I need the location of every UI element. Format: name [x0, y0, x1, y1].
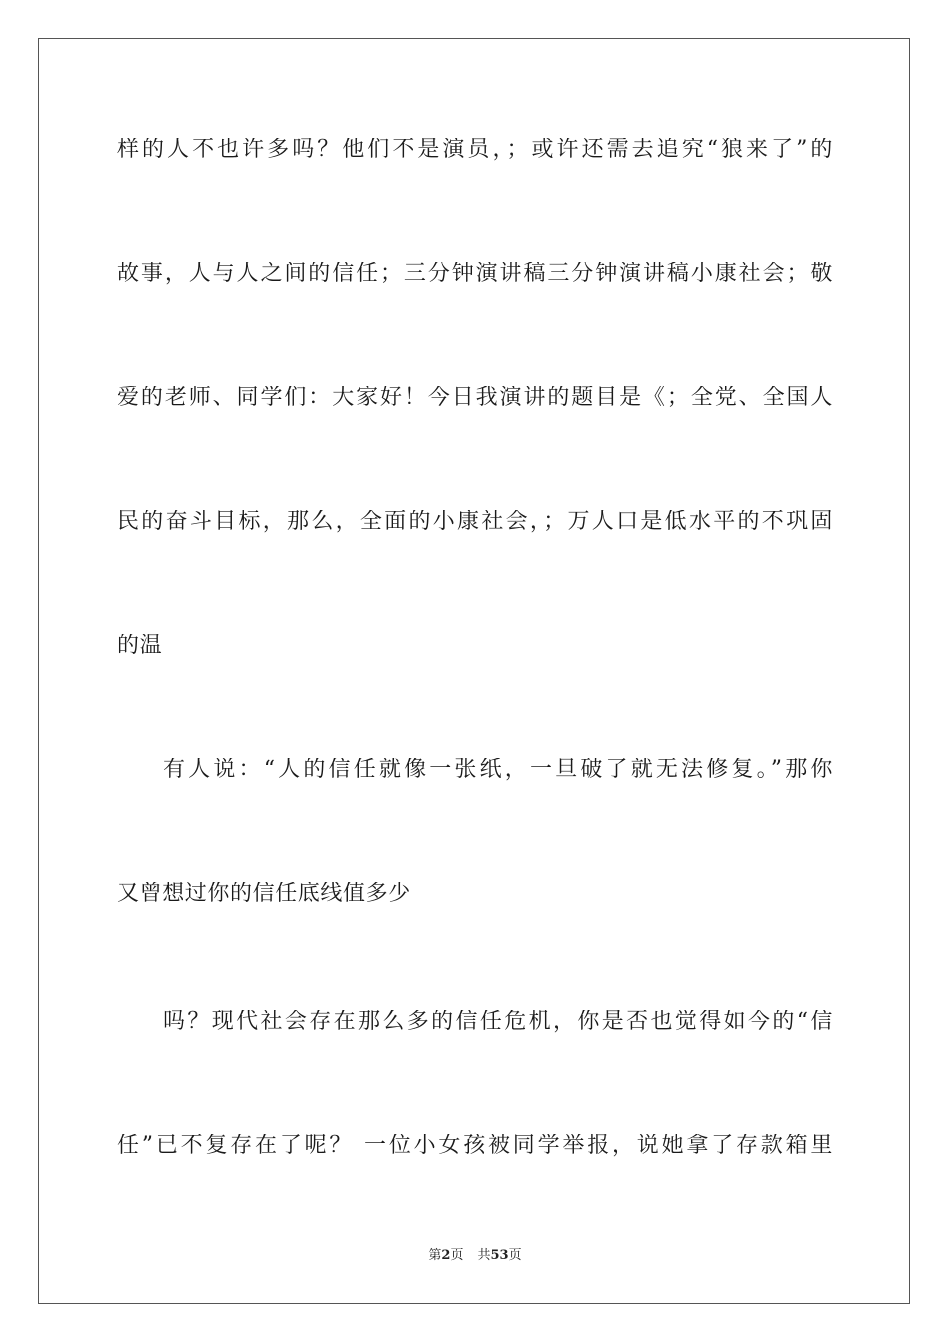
page-border [38, 38, 910, 1304]
text-line-1: 样的人不也许多吗？他们不是演员，；或许还需去追究“狼来了”的 [117, 138, 833, 162]
text-line-2: 故事，人与人之间的信任；三分钟演讲稿三分钟演讲稿小康社会；敬 [117, 262, 833, 286]
text-line-7: 又曾想过你的信任底线值多少 [117, 882, 411, 906]
text-line-5: 的温 [117, 634, 163, 658]
text-line-3: 爱的老师、同学们：大家好！今日我演讲的题目是《；全党、全国人 [117, 386, 833, 410]
text-line-6: 有人说：“人的信任就像一张纸，一旦破了就无法修复。”那你 [163, 758, 833, 782]
footer-page-prefix: 第 [428, 1248, 442, 1263]
footer-total-prefix: 共 [477, 1248, 491, 1263]
footer-total-number: 53 [490, 1248, 509, 1263]
footer-total-suffix: 页 [508, 1248, 522, 1263]
text-line-4: 民的奋斗目标，那么，全面的小康社会，；万人口是低水平的不巩固 [117, 510, 833, 534]
footer-page-number: 2 [441, 1248, 451, 1263]
text-line-8: 吗？现代社会存在那么多的信任危机，你是否也觉得如今的“信 [163, 1010, 833, 1034]
footer-page-suffix: 页 [450, 1248, 464, 1263]
text-line-9: 任”已不复存在了呢？ 一位小女孩被同学举报，说她拿了存款箱里 [117, 1134, 833, 1158]
page-footer [0, 1248, 950, 1264]
